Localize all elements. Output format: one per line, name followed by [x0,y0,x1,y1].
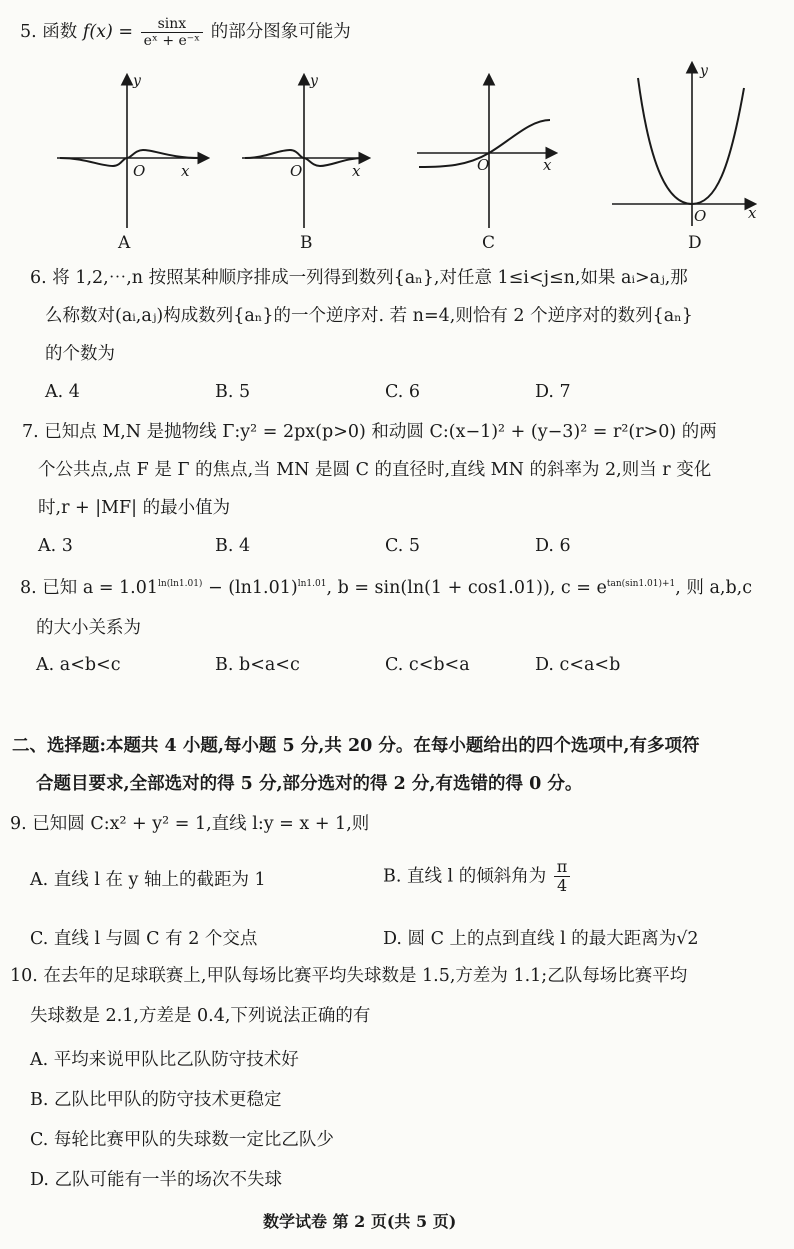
section-2-heading-line-1: 二、选择题:本题共 4 小题,每小题 5 分,共 20 分。在每小题给出的四个选项中,有多项符 [12,736,700,756]
q9-option-c[interactable]: C. 直线 l 与圆 C 有 2 个交点 [30,929,258,949]
q5-graph-d-label: D [688,233,702,253]
page-footer: 数学试卷 第 2 页(共 5 页) [263,1212,457,1231]
q10-option-a[interactable]: A. 平均来说甲队比乙队防守技术好 [30,1050,299,1070]
q9-option-b[interactable]: B. 直线 l 的倾斜角为 $\frac{\pi}{4}$ [383,858,572,896]
q5-graph-b [240,70,400,230]
origin-label: O [477,156,490,174]
q10-option-b[interactable]: B. 乙队比甲队的防守技术更稳定 [30,1090,282,1110]
q5-graph-a-label: A [118,233,131,253]
q8-option-a[interactable]: A. a<b<c [36,655,121,675]
q7-option-d[interactable]: D. 6 [535,536,571,556]
q6-option-a[interactable]: A. 4 [45,382,80,402]
pi-over-four: $\frac{\pi}{4}$ [554,858,571,896]
q5-graph-c-label: C [482,233,496,253]
q8-option-b[interactable]: B. b<a<c [215,655,300,675]
axis-x-label: x [748,204,757,222]
origin-label: O [290,162,303,180]
q8-line-2: 的大小关系为 [36,618,141,638]
q9-stem: 9. 已知圆 C:x² + y² = 1,直线 l:y = x + 1,则 [10,814,370,834]
q6-line-1: 6. 将 1,2,⋯,n 按照某种顺序排成一列得到数列{aₙ},对任意 1≤i<j≤n,如果 aᵢ>aⱼ,那 [30,268,688,288]
q7-line-2: 个公共点,点 F 是 Γ 的焦点,当 MN 是圆 C 的直径时,直线 MN 的斜率为 2,则当 r 变化 [38,460,712,480]
q6-line-3: 的个数为 [45,344,115,364]
q5-graph-d [608,58,768,228]
axis-x-label: x [543,156,552,174]
origin-label: O [133,162,146,180]
q6-line-2: 么称数对(aᵢ,aⱼ)构成数列{aₙ}的一个逆序对. 若 n=4,则恰有 2 个逆序对的数列{aₙ} [45,306,693,326]
q5-graph-c [415,70,575,230]
q5-stem: 5. 函数 f(x) = $\frac{\sin x}{\text{eˣ + e⁻ˣ}}$ 的部分图象可能为 [20,16,351,50]
q8-line-1: 8. 已知 $a = 1.01^{ln(ln1.01)} - (\ln 1.01)^{ln1.01}$, b = sin(ln(1 + cos1.01)), $c = e^{tan(sin1.01)+1}$, 则 a,b,c [20,578,753,598]
section-2-heading-line-2: 合题目要求,全部选对的得 5 分,部分选对的得 2 分,有选错的得 0 分。 [36,774,583,794]
q8-option-c[interactable]: C. c<b<a [385,655,470,675]
q7-line-1: 7. 已知点 M,N 是抛物线 Γ:y² = 2px(p>0) 和动圆 C:(x−1)² + (y−3)² = r²(r>0) 的两 [22,422,717,442]
q10-line-2: 失球数是 2.1,方差是 0.4,下列说法正确的有 [30,1006,371,1026]
axis-y-label: y [133,73,141,89]
axis-y-label: y [310,73,318,89]
axis-y-label: y [700,63,708,79]
q10-option-d[interactable]: D. 乙队可能有一半的场次不失球 [30,1170,283,1190]
q6-option-c[interactable]: C. 6 [385,382,421,402]
q7-option-b[interactable]: B. 4 [215,536,251,556]
q5-graph-b-label: B [300,233,313,253]
q5-fraction: $\frac{\sin x}{\text{eˣ + e⁻ˣ}}$ [141,16,203,49]
q8-option-d[interactable]: D. c<a<b [535,655,621,675]
q10-option-c[interactable]: C. 每轮比赛甲队的失球数一定比乙队少 [30,1130,334,1150]
origin-label: O [694,207,707,225]
q5-graph-a [55,70,215,230]
q7-line-3: 时,r + |MF| 的最小值为 [38,498,231,518]
q6-option-d[interactable]: D. 7 [535,382,571,402]
q7-option-c[interactable]: C. 5 [385,536,421,556]
axis-x-label: x [181,162,190,180]
q10-line-1: 10. 在去年的足球联赛上,甲队每场比赛平均失球数是 1.5,方差为 1.1;乙队每场比赛平均 [10,966,688,986]
axis-x-label: x [352,162,361,180]
q6-option-b[interactable]: B. 5 [215,382,251,402]
q7-option-a[interactable]: A. 3 [38,536,73,556]
q9-option-a[interactable]: A. 直线 l 在 y 轴上的截距为 1 [30,870,266,890]
q9-option-d[interactable]: D. 圆 C 上的点到直线 l 的最大距离为√2 [383,929,699,949]
